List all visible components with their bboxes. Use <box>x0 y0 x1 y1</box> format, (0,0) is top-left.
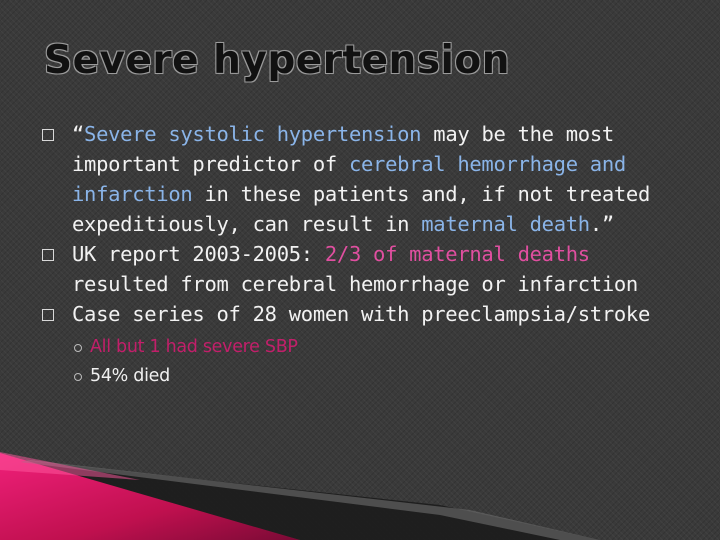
bullet-text-run: “ <box>72 122 85 146</box>
bullet-text-run: resulted from cerebral hemorrhage or infarction <box>72 272 638 296</box>
hollow-square-bullet-icon <box>42 129 54 141</box>
bullet-item <box>42 119 682 239</box>
hollow-square-bullet-icon <box>42 309 54 321</box>
sub-bullet-item <box>42 362 682 391</box>
highlighted-text: 2/3 of maternal deaths <box>324 242 590 266</box>
highlighted-text: cerebral hemorrhage and infarction <box>72 152 626 206</box>
highlighted-text: Severe systolic hypertension <box>84 122 422 146</box>
bullet-item <box>42 299 682 391</box>
bullet-text-run: UK report 2003-2005: <box>72 242 325 266</box>
bullet-item <box>42 239 682 299</box>
hollow-circle-bullet-icon <box>74 373 82 381</box>
bullet-list <box>42 119 682 391</box>
sub-bullet-list <box>72 333 682 391</box>
hollow-circle-bullet-icon <box>74 344 82 352</box>
bullet-text-run: may be the most important predictor of <box>72 122 614 176</box>
bullet-text <box>72 242 638 296</box>
slide-title: Severe hypertension <box>44 38 510 83</box>
sub-bullet-text: 54% died <box>90 366 170 386</box>
bullet-text <box>72 122 650 236</box>
sub-bullet-text: All but 1 had severe SBP <box>90 337 298 357</box>
bullet-text-run: in these patients and, if not treated expeditiously, can result in <box>72 182 651 236</box>
bullet-text-run: Case series of 28 women with preeclampsia/stroke <box>72 302 651 326</box>
hollow-square-bullet-icon <box>42 249 54 261</box>
sub-bullet-item <box>42 333 682 362</box>
bullet-text <box>72 302 650 326</box>
bullet-text-run: .” <box>589 212 614 236</box>
highlighted-text: maternal death <box>421 212 590 236</box>
